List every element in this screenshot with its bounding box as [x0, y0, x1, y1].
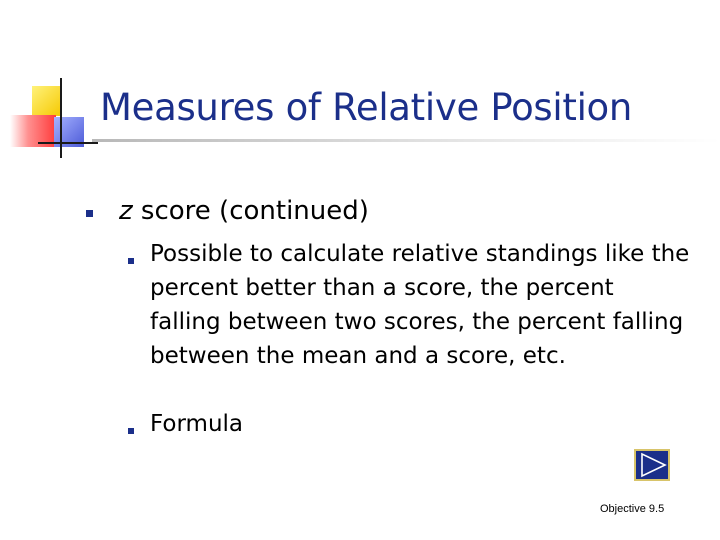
logo-horizontal-line — [38, 142, 98, 144]
decorative-squares-logo — [0, 0, 100, 170]
bullet-marker — [86, 210, 93, 217]
sub-bullet-marker — [128, 258, 134, 264]
bullet-level1-text: score (continued) — [132, 196, 369, 226]
sub-bullet-2: Formula — [150, 411, 243, 437]
sub-bullet-marker — [128, 428, 134, 434]
yellow-square — [32, 86, 62, 116]
slide-title: Measures of Relative Position — [100, 86, 633, 129]
footer-objective: Objective 9.5 — [600, 503, 665, 515]
next-slide-button[interactable] — [634, 449, 670, 481]
title-underline — [92, 139, 720, 142]
sub-bullet-1: Possible to calculate relative standings like the percent better than a score, the percent falling between two scores, the percent falling between the mean and a score, etc. — [150, 241, 690, 369]
z-variable: z — [119, 196, 133, 226]
play-triangle-icon — [636, 451, 668, 479]
logo-vertical-line — [60, 78, 62, 158]
bullet-level1 — [119, 196, 369, 226]
